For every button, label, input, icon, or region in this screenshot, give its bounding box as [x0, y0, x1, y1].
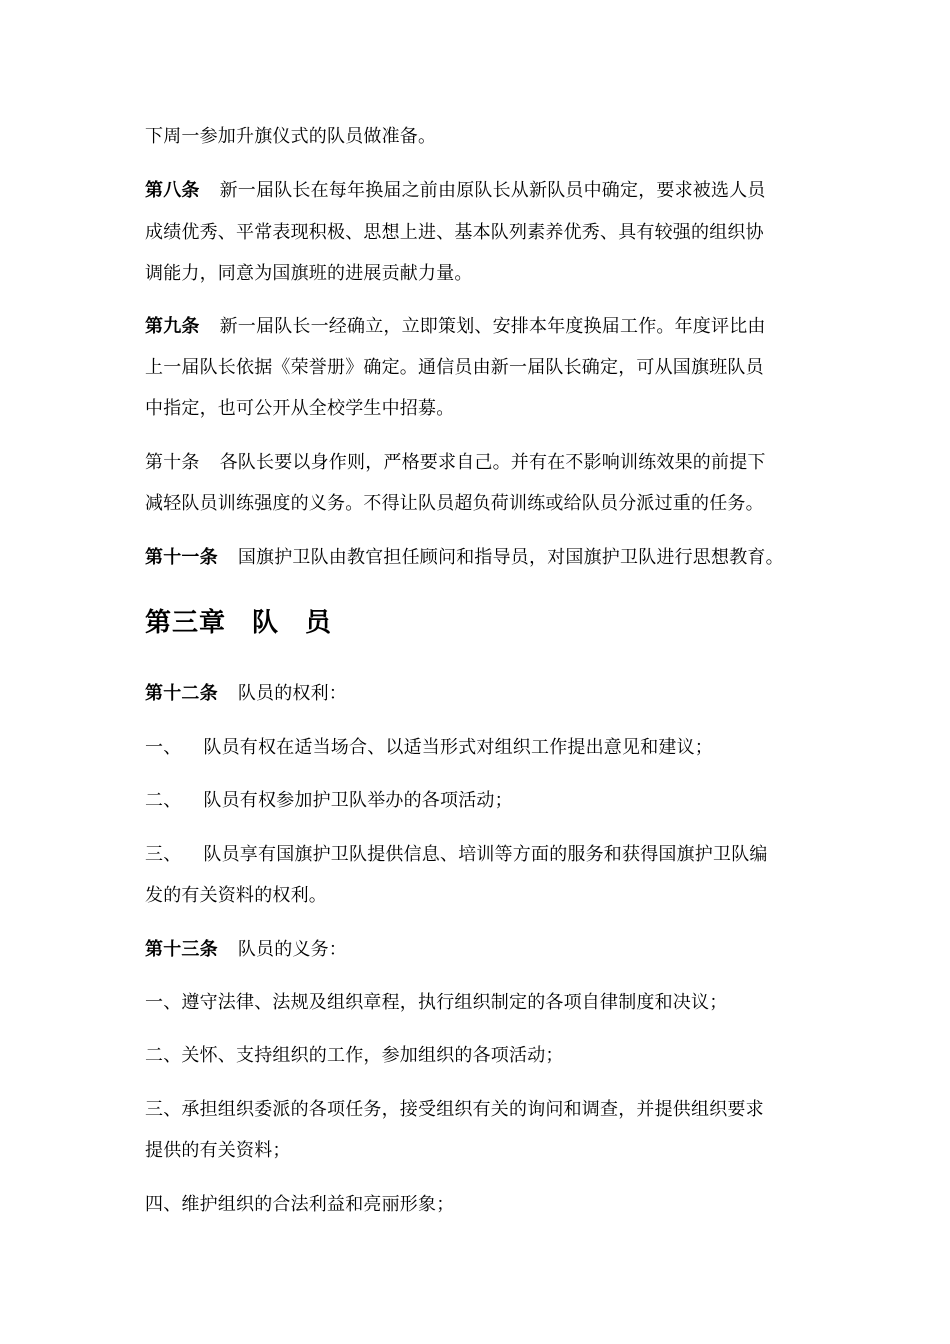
article-13 — [145, 937, 347, 963]
list-number: 三、 — [145, 844, 182, 865]
article-text: 队员的义务： — [237, 939, 348, 960]
duty-item — [145, 990, 727, 1016]
article-text: 上一届队长依据《荣誉册》确定。通信员由新一届队长确定，可从国旗班队员 — [145, 357, 764, 378]
list-number: 一、 — [145, 737, 182, 758]
article-text: 队员的权利： — [237, 683, 348, 704]
article-text: 各队长要以身作则，严格要求自己。并有在不影响训练效果的前提下 — [219, 452, 766, 473]
article-10 — [145, 450, 766, 476]
paragraph-line — [145, 124, 436, 150]
article-10-line-2 — [145, 491, 764, 517]
article-8-line-2 — [145, 220, 764, 246]
duty-item — [145, 1097, 764, 1123]
list-item-continuation — [145, 883, 327, 909]
article-label: 第十一条 — [145, 547, 218, 568]
chapter-heading — [145, 606, 332, 640]
list-text: 队员享有国旗护卫队提供信息、培训等方面的服务和获得国旗护卫队编 — [203, 844, 768, 865]
article-label: 第九条 — [145, 316, 200, 337]
duty-text: 二、关怀、支持组织的工作，参加组织的各项活动； — [145, 1045, 564, 1066]
list-item — [145, 842, 768, 868]
article-text: 新一届队长在每年换届之前由原队长从新队员中确定，要求被选人员 — [219, 180, 766, 201]
article-text: 新一届队长一经确立，立即策划、安排本年度换届工作。年度评比由 — [219, 316, 766, 337]
list-item — [145, 735, 713, 761]
article-text: 中指定，也可公开从全校学生中招募。 — [145, 398, 455, 419]
list-number: 二、 — [145, 790, 182, 811]
list-text: 发的有关资料的权利。 — [145, 885, 327, 906]
article-8-line-3 — [145, 261, 473, 287]
list-text: 队员有权参加护卫队举办的各项活动； — [203, 790, 513, 811]
article-label: 第十条 — [145, 452, 200, 473]
duty-text: 三、承担组织委派的各项任务，接受组织有关的询问和调查，并提供组织要求 — [145, 1099, 764, 1120]
list-item — [145, 788, 513, 814]
article-text: 成绩优秀、平常表现积极、思想上进、基本队列素养优秀、具有较强的组织协 — [145, 222, 764, 243]
article-text: 减轻队员训练强度的义务。不得让队员超负荷训练或给队员分派过重的任务。 — [145, 493, 764, 514]
paragraph-text: 下周一参加升旗仪式的队员做准备。 — [145, 126, 437, 147]
duty-item — [145, 1043, 564, 1069]
duty-text: 一、遵守法律、法规及组织章程，执行组织制定的各项自律制度和决议； — [145, 992, 728, 1013]
article-11 — [145, 545, 784, 571]
article-8 — [145, 178, 766, 204]
article-label: 第十二条 — [145, 683, 218, 704]
duty-text: 四、维护组织的合法利益和亮丽形象； — [145, 1194, 455, 1215]
article-text: 调能力，同意为国旗班的进展贡献力量。 — [145, 263, 473, 284]
duty-item-continuation — [145, 1138, 291, 1164]
article-9-line-2 — [145, 355, 764, 381]
article-text: 国旗护卫队由教官担任顾问和指导员，对国旗护卫队进行思想教育。 — [237, 547, 784, 568]
duty-item — [145, 1192, 454, 1218]
article-label: 第十三条 — [145, 939, 218, 960]
article-9 — [145, 314, 766, 340]
chapter-number: 第三章 — [145, 608, 227, 638]
chapter-title-char: 员 — [305, 608, 333, 638]
article-label: 第八条 — [145, 180, 200, 201]
article-9-line-3 — [145, 396, 454, 422]
duty-text: 提供的有关资料； — [145, 1140, 291, 1161]
list-text: 队员有权在适当场合、以适当形式对组织工作提出意见和建议； — [203, 737, 714, 758]
article-12 — [145, 681, 347, 707]
chapter-title-char: 队 — [252, 608, 280, 638]
